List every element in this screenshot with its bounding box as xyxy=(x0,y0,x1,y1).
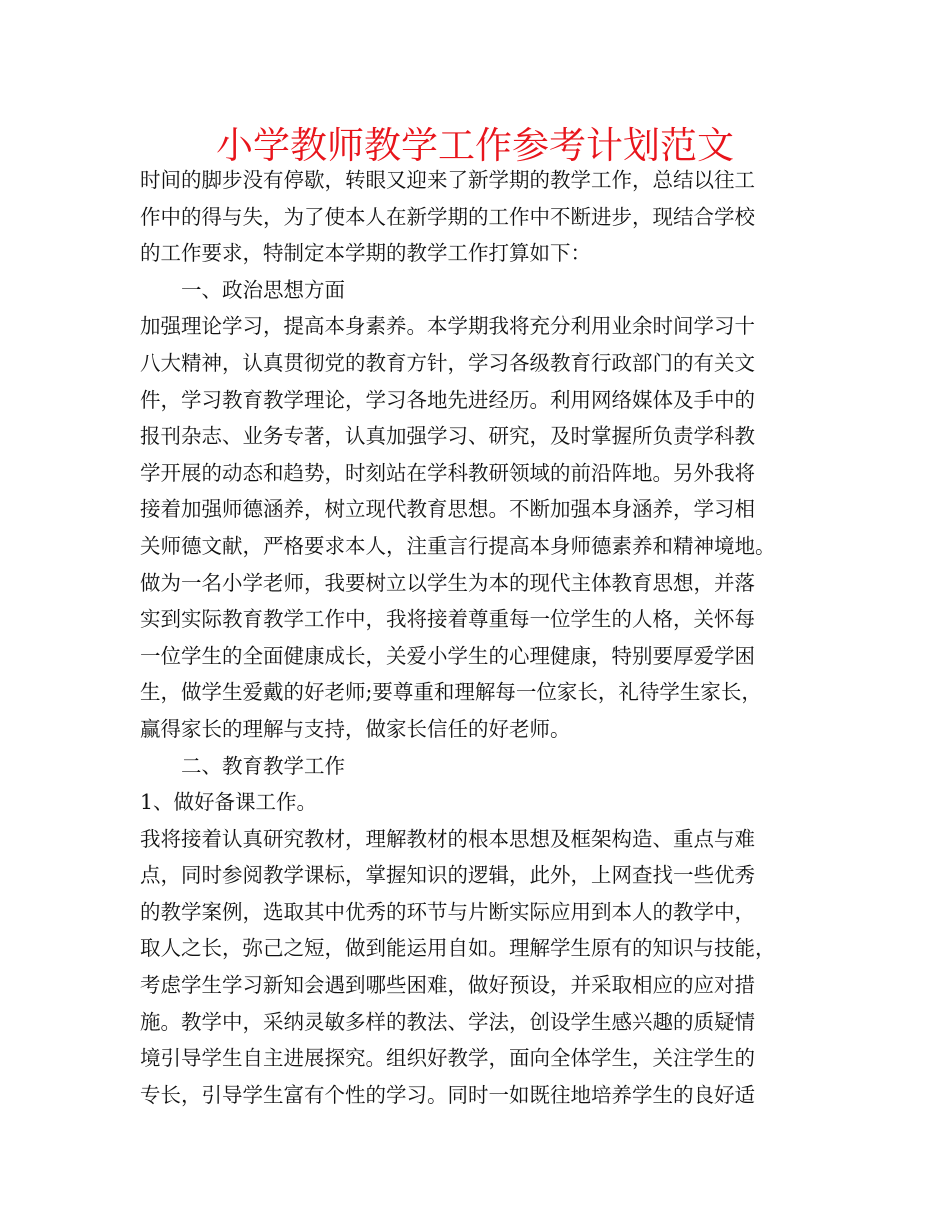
body-line: 点，同时参阅教学课标，掌握知识的逻辑，此外，上网查找一些优秀 xyxy=(140,863,755,888)
body-line: 八大精神，认真贯彻党的教育方针，学习各级教育行政部门的有关文 xyxy=(140,350,755,375)
body-line: 境引导学生自主进展探究。组织好教学，面向全体学生，关注学生的 xyxy=(140,1046,755,1071)
body-line: 加强理论学习，提高本身素养。本学期我将充分利用业余时间学习十 xyxy=(140,314,755,339)
body-line: 做为一名小学老师，我要树立以学生为本的现代主体教育思想，并落 xyxy=(140,570,755,595)
body-line: 考虑学生学习新知会遇到哪些困难，做好预设，并采取相应的应对措 xyxy=(140,973,755,998)
body-line: 件，学习教育教学理论，学习各地先进经历。利用网络媒体及手中的 xyxy=(140,387,755,412)
body-line: 的教学案例，选取其中优秀的环节与片断实际应用到本人的教学中， xyxy=(140,899,755,924)
body-line: 我将接着认真研究教材，理解教材的根本思想及框架构造、重点与难 xyxy=(140,826,755,851)
body-line: 施。教学中，采纳灵敏多样的教法、学法，创设学生感兴趣的质疑情 xyxy=(140,1009,755,1034)
section-heading-teaching: 二、教育教学工作 xyxy=(181,753,345,778)
body-line: 学开展的动态和趋势，时刻站在学科教研领域的前沿阵地。另外我将 xyxy=(140,460,755,485)
body-line: 生，做学生爱戴的好老师;要尊重和理解每一位家长，礼待学生家长， xyxy=(140,680,762,705)
document-body xyxy=(140,162,830,1113)
body-line: 赢得家长的理解与支持，做家长信任的好老师。 xyxy=(140,716,571,741)
body-line: 实到实际教育教学工作中，我将接着尊重每一位学生的人格，关怀每 xyxy=(140,607,755,632)
body-line: 报刊杂志、业务专著，认真加强学习、研究，及时掌握所负责学科教 xyxy=(140,424,755,449)
body-line: 关师德文献，严格要求本人，注重言行提高本身师德素养和精神境地。 xyxy=(140,533,776,558)
section-heading-politics: 一、政治思想方面 xyxy=(181,277,345,302)
body-line: 接着加强师德涵养，树立现代教育思想。不断加强本身涵养，学习相 xyxy=(140,497,755,522)
body-line: 作中的得与失，为了使本人在新学期的工作中不断进步，现结合学校 xyxy=(140,204,755,229)
body-line: 取人之长，弥己之短，做到能运用自如。理解学生原有的知识与技能， xyxy=(140,936,776,961)
body-line: 的工作要求，特制定本学期的教学工作打算如下： xyxy=(140,241,591,266)
document-title: 小学教师教学工作参考计划范文 xyxy=(216,124,734,167)
subsection-heading: 1、做好备课工作。 xyxy=(140,790,318,815)
body-line: 专长，引导学生富有个性的学习。同时一如既往地培养学生的良好适 xyxy=(140,1082,755,1107)
body-line: 一位学生的全面健康成长，关爱小学生的心理健康，特别要厚爱学困 xyxy=(140,643,755,668)
body-line: 时间的脚步没有停歇，转眼又迎来了新学期的教学工作，总结以往工 xyxy=(140,168,755,192)
